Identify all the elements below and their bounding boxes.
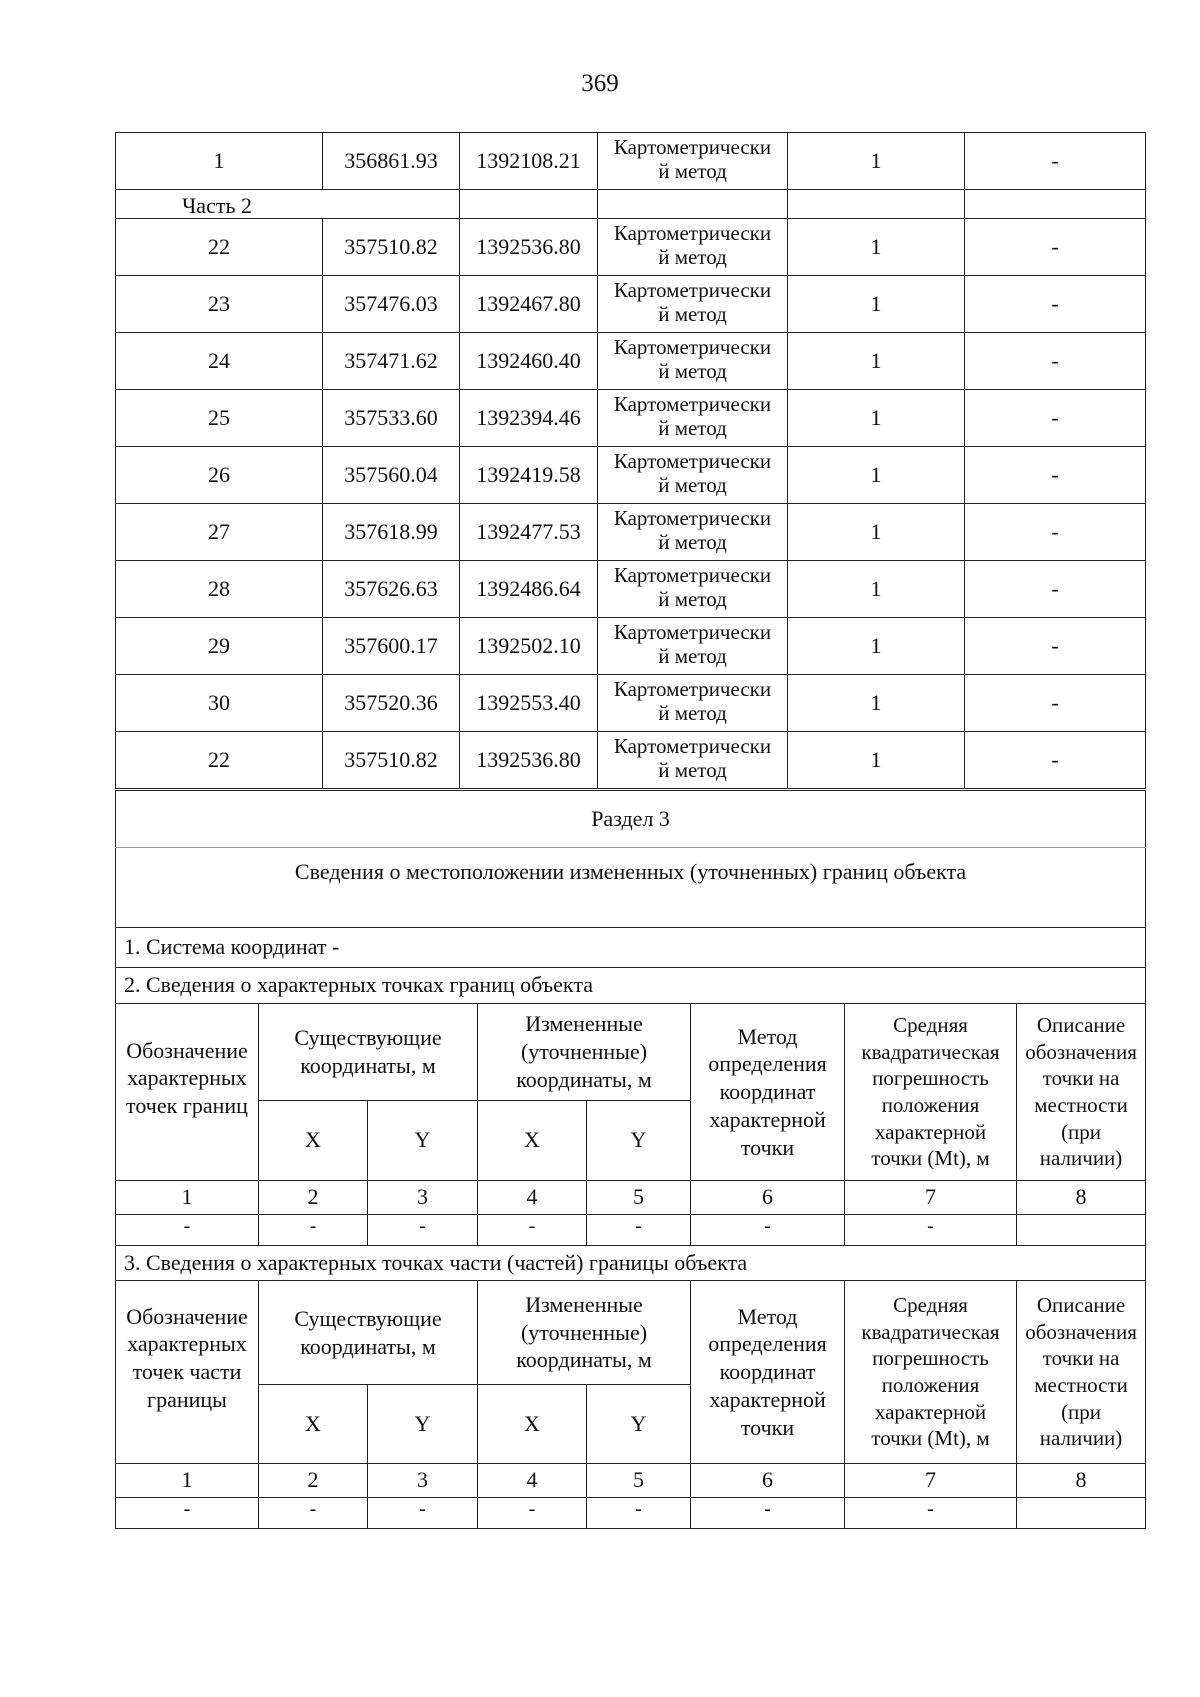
accuracy-cell: 1 [788, 333, 965, 390]
x-cell: 357471.62 [323, 333, 460, 390]
y-cell: 1392502.10 [460, 618, 598, 675]
y-cell: 1392467.80 [460, 276, 598, 333]
x-cell: 357533.60 [323, 390, 460, 447]
y-header: Y [368, 1385, 478, 1464]
dash-cell [1017, 1498, 1146, 1529]
parts-heading: 3. Сведения о характерных точках части (частей) границы объекта [116, 1246, 1146, 1281]
method-line2: й метод [658, 159, 727, 184]
empty-data-row [116, 1498, 1146, 1529]
table-row [116, 618, 1146, 675]
x-header: X [259, 1385, 368, 1464]
accuracy-cell: 1 [788, 504, 965, 561]
method-cell [598, 133, 788, 190]
page-number: 369 [581, 70, 619, 97]
description-cell: - [965, 390, 1146, 447]
col-number: 8 [1017, 1181, 1146, 1215]
description-header: Описание обозначения точки на местности (при наличии) [1017, 1004, 1146, 1181]
col-number: 7 [845, 1464, 1017, 1498]
x-header: X [478, 1101, 587, 1181]
col-number: 3 [368, 1181, 478, 1215]
x-cell: 357476.03 [323, 276, 460, 333]
method-line1: Картометрически [613, 392, 772, 416]
method-cell [598, 504, 788, 561]
table-row [116, 276, 1146, 333]
method-cell [598, 390, 788, 447]
description-cell: - [965, 133, 1146, 190]
method-line2: й метод [658, 302, 727, 327]
x-cell: 357560.04 [323, 447, 460, 504]
col-number: 4 [478, 1464, 587, 1498]
method-cell [598, 276, 788, 333]
x-cell: 357618.99 [323, 504, 460, 561]
points-heading: 2. Сведения о характерных точках границ объекта [116, 968, 1146, 1004]
method-cell [598, 447, 788, 504]
point-cell: 22 [116, 219, 323, 276]
y-header: Y [587, 1101, 691, 1181]
dash-cell: - [478, 1498, 587, 1529]
designation-header: Обозначение характерных точек границ [116, 1004, 259, 1181]
description-cell: - [965, 675, 1146, 732]
point-cell: 28 [116, 561, 323, 618]
y-cell: 1392477.53 [460, 504, 598, 561]
accuracy-cell: 1 [788, 618, 965, 675]
y-cell: 1392536.80 [460, 219, 598, 276]
col-number: 7 [845, 1181, 1017, 1215]
description-cell: - [965, 618, 1146, 675]
dash-cell: - [478, 1215, 587, 1246]
method-line2: й метод [658, 530, 727, 555]
x-cell: 357510.82 [323, 732, 460, 789]
description-cell: - [965, 219, 1146, 276]
point-cell: 26 [116, 447, 323, 504]
empty-cell [323, 190, 460, 219]
y-cell: 1392486.64 [460, 561, 598, 618]
y-cell: 1392536.80 [460, 732, 598, 789]
accuracy-cell: 1 [788, 675, 965, 732]
table-row [116, 447, 1146, 504]
x-cell: 357520.36 [323, 675, 460, 732]
point-cell: 22 [116, 732, 323, 789]
method-line1: Картометрически [613, 335, 772, 359]
col-number: 5 [587, 1464, 691, 1498]
table-row [116, 390, 1146, 447]
method-line1: Картометрически [613, 135, 772, 159]
point-cell: 23 [116, 276, 323, 333]
accuracy-header: Средняя квадратическая погрешность положения характерной точки (Mt), м [845, 1281, 1017, 1464]
coord-system: 1. Система координат - [116, 928, 1146, 968]
dash-cell: - [259, 1498, 368, 1529]
y-cell: 1392108.21 [460, 133, 598, 190]
x-cell: 356861.93 [323, 133, 460, 190]
dash-cell: - [845, 1215, 1017, 1246]
point-cell: 1 [116, 133, 323, 190]
accuracy-cell: 1 [788, 219, 965, 276]
dash-cell: - [691, 1215, 845, 1246]
method-cell [598, 675, 788, 732]
y-header: Y [587, 1385, 691, 1464]
description-cell: - [965, 561, 1146, 618]
col-number: 6 [691, 1464, 845, 1498]
description-cell: - [965, 504, 1146, 561]
changed-coords-header: Измененные (уточненные) координаты, м [478, 1281, 691, 1385]
method-cell [598, 618, 788, 675]
point-cell: 24 [116, 333, 323, 390]
table-row [116, 219, 1146, 276]
empty-cell [598, 190, 788, 219]
accuracy-cell: 1 [788, 133, 965, 190]
point-cell: 29 [116, 618, 323, 675]
accuracy-cell: 1 [788, 447, 965, 504]
method-line2: й метод [658, 758, 727, 783]
description-cell: - [965, 732, 1146, 789]
dash-cell: - [368, 1498, 478, 1529]
method-header: Метод определения координат характерной точки [691, 1004, 845, 1181]
table-row [116, 675, 1146, 732]
accuracy-cell: 1 [788, 276, 965, 333]
method-line1: Картометрически [613, 278, 772, 302]
method-cell [598, 561, 788, 618]
y-cell: 1392553.40 [460, 675, 598, 732]
x-cell: 357600.17 [323, 618, 460, 675]
method-line2: й метод [658, 701, 727, 726]
dash-cell: - [368, 1215, 478, 1246]
existing-coords-header: Существующие координаты, м [259, 1281, 478, 1385]
method-cell [598, 333, 788, 390]
section-subtitle: Сведения о местоположении измененных (уточненных) границ объекта [116, 848, 1146, 928]
point-cell: 30 [116, 675, 323, 732]
method-line1: Картометрически [613, 734, 772, 758]
col-number: 5 [587, 1181, 691, 1215]
method-line2: й метод [658, 359, 727, 384]
dash-cell: - [691, 1498, 845, 1529]
method-cell [598, 219, 788, 276]
part-label: Часть 2 [182, 192, 252, 218]
empty-data-row [116, 1215, 1146, 1246]
part-label-cell [116, 190, 323, 219]
dash-cell: - [587, 1498, 691, 1529]
y-cell: 1392394.46 [460, 390, 598, 447]
description-cell: - [965, 447, 1146, 504]
accuracy-cell: 1 [788, 561, 965, 618]
empty-cell [460, 190, 598, 219]
section3-table [115, 790, 1146, 1529]
x-cell: 357510.82 [323, 219, 460, 276]
accuracy-cell: 1 [788, 390, 965, 447]
col-number: 1 [116, 1464, 259, 1498]
method-line1: Картометрически [613, 620, 772, 644]
empty-cell [965, 190, 1146, 219]
col-number: 2 [259, 1464, 368, 1498]
col-number: 4 [478, 1181, 587, 1215]
y-header: Y [368, 1101, 478, 1181]
col-number: 3 [368, 1464, 478, 1498]
column-numbers-row [116, 1464, 1146, 1498]
section-title: Раздел 3 [116, 791, 1146, 848]
table-row [116, 504, 1146, 561]
description-cell: - [965, 333, 1146, 390]
method-line1: Картометрически [613, 506, 772, 530]
dash-cell [1017, 1215, 1146, 1246]
dash-cell: - [116, 1215, 259, 1246]
method-line2: й метод [658, 644, 727, 669]
table-row [116, 561, 1146, 618]
method-line2: й метод [658, 587, 727, 612]
method-line1: Картометрически [613, 677, 772, 701]
col-number: 1 [116, 1181, 259, 1215]
existing-coords-header: Существующие координаты, м [259, 1004, 478, 1101]
method-cell [598, 732, 788, 789]
accuracy-header: Средняя квадратическая погрешность положения характерной точки (Mt), м [845, 1004, 1017, 1181]
col-number: 2 [259, 1181, 368, 1215]
col-number: 8 [1017, 1464, 1146, 1498]
method-line1: Картометрически [613, 563, 772, 587]
x-header: X [478, 1385, 587, 1464]
table-row [116, 133, 1146, 190]
method-header: Метод определения координат характерной точки [691, 1281, 845, 1464]
col-number: 6 [691, 1181, 845, 1215]
changed-coords-header: Измененные (уточненные) координаты, м [478, 1004, 691, 1101]
method-line1: Картометрически [613, 449, 772, 473]
y-cell: 1392419.58 [460, 447, 598, 504]
x-cell: 357626.63 [323, 561, 460, 618]
dash-cell: - [587, 1215, 691, 1246]
description-header: Описание обозначения точки на местности (при наличии) [1017, 1281, 1146, 1464]
accuracy-cell: 1 [788, 732, 965, 789]
point-cell: 27 [116, 504, 323, 561]
description-cell: - [965, 276, 1146, 333]
empty-cell [788, 190, 965, 219]
coordinates-table [115, 132, 1146, 789]
table-row [116, 333, 1146, 390]
method-line2: й метод [658, 416, 727, 441]
dash-cell: - [259, 1215, 368, 1246]
table-row [116, 732, 1146, 789]
method-line2: й метод [658, 473, 727, 498]
column-numbers-row [116, 1181, 1146, 1215]
dash-cell: - [845, 1498, 1017, 1529]
x-header: X [259, 1101, 368, 1181]
y-cell: 1392460.40 [460, 333, 598, 390]
part-row [116, 190, 1146, 219]
designation-header: Обозначение характерных точек части границы [116, 1281, 259, 1464]
point-cell: 25 [116, 390, 323, 447]
method-line1: Картометрически [613, 221, 772, 245]
dash-cell: - [116, 1498, 259, 1529]
method-line2: й метод [658, 245, 727, 270]
